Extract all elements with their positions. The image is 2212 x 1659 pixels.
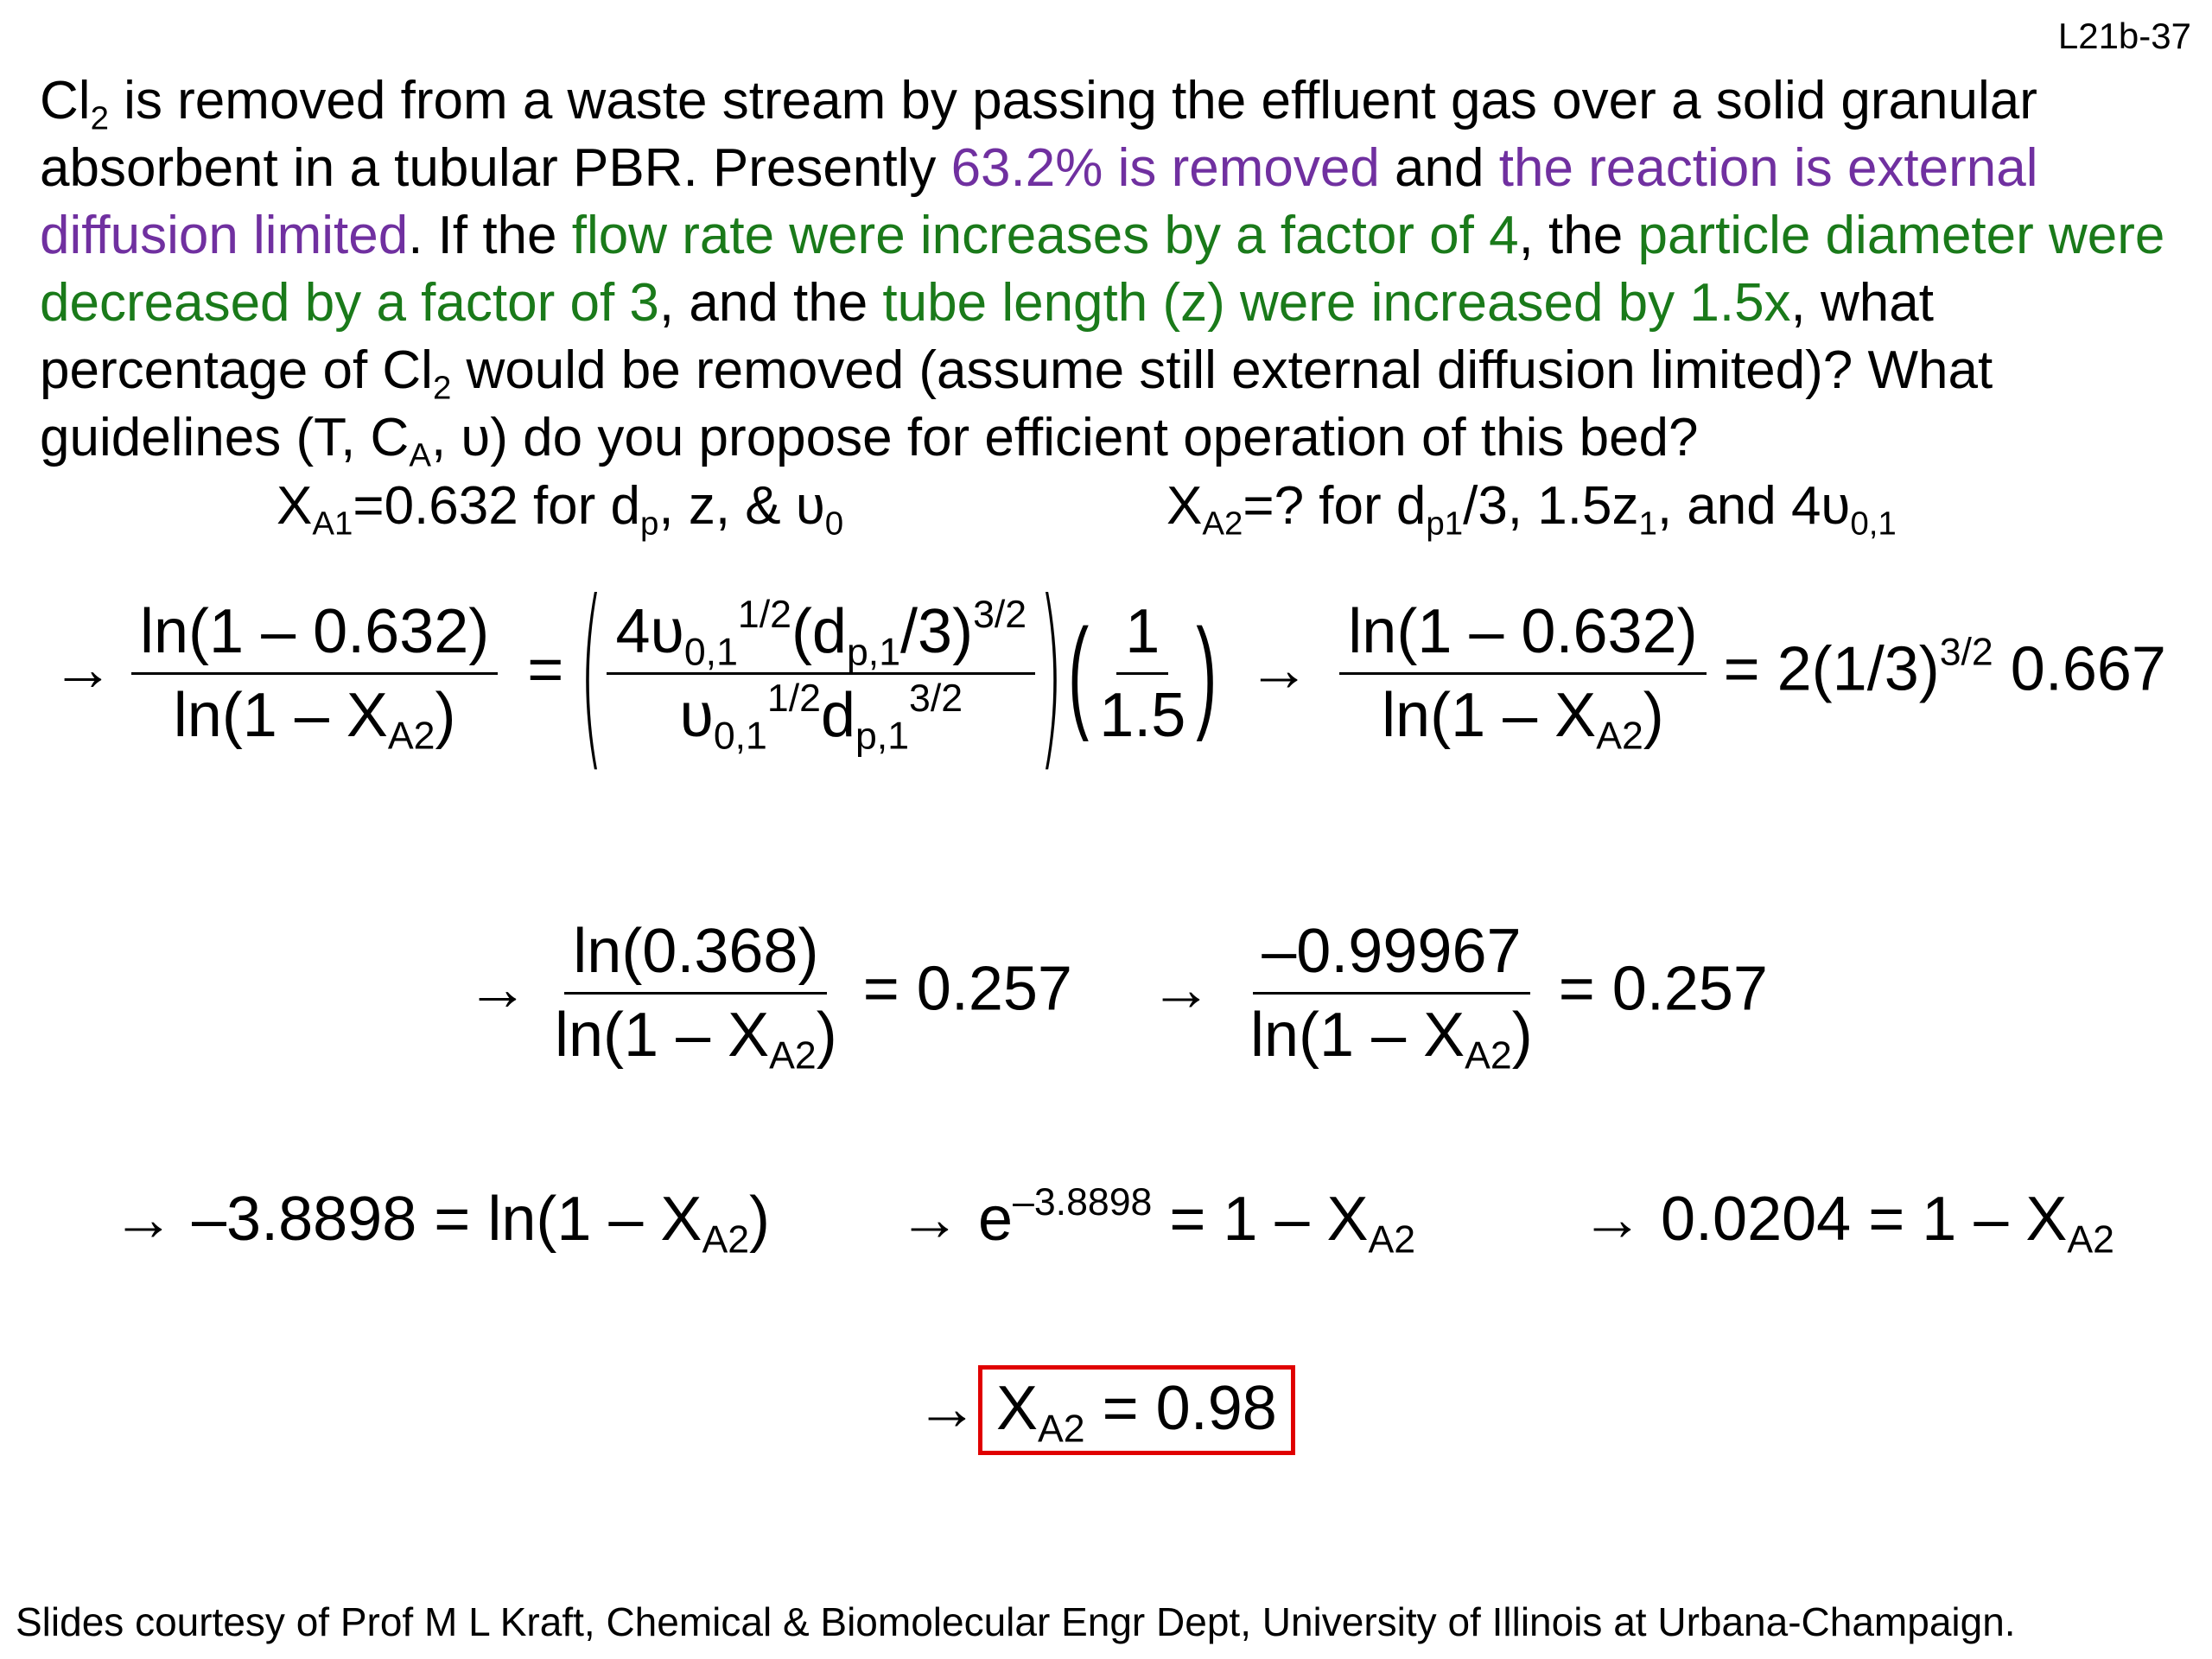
final-answer: → $X_{A2} = 0.98$ (916, 1365, 1295, 1455)
given-condition-1: $X_{A1}=0.632$ for $d_p$, z, & $\upsilon_0$ (276, 476, 844, 543)
equation-2: → $\frac{\ln(0.368)}{\ln(1 - X_{A2})}$ = 0.257 → $\frac{-0.99967}{\ln(1 - X_{A2})}$ = 0.257 (467, 917, 1768, 1077)
eq1-ratio-fraction: $\frac{4\upsilon_{0,1}^{1/2}(d_{p,1}/3)^{3/2}}{\upsilon_{0,1}^{1/2}d_{p,1}^{3/2}}$ (607, 596, 1035, 751)
answer-box: $X_{A2} = 0.98$ (978, 1365, 1295, 1455)
eq1-rhs-fraction: $\frac{\ln(1 - 0.632)}{\ln(1 - X_{A2})}$ (1339, 596, 1706, 751)
equation-3b: → $e^{-3.8898} = 1 - X_{A2}$ (899, 1180, 1416, 1262)
highlight-tube: tube length (z) were increased by 1.5x (882, 273, 1791, 333)
slide-number: L21b-37 (2057, 16, 2191, 56)
highlight-removed: 63.2% is removed (950, 138, 1380, 198)
equation-1: → $\frac{\ln(1 - 0.632)}{\ln(1 - X_{A2})}$ = ( $\frac{4\upsilon_{0,1}^{1/2}(d_{p,1}/3)^{3/2}}{\upsilon_{0,1}^{1/2}d_{p,1}^{3/2}}$ )( $\frac{1}{1.5}$ ) → $\frac{\ln(1 - 0.632)}{\ln(1 - X_{A2})}$ = $2(1/3)^{3/2}$ 0.667 (52, 557, 2166, 790)
eq1-lhs-fraction: $\frac{\ln(1 - 0.632)}{\ln(1 - X_{A2})}$ (131, 596, 498, 751)
problem-statement: $Cl_2$ is removed from a waste stream by passing the effluent gas over a solid granular absorbent in a tubular PBR. Presently 63.2% is removed and the reaction is external diffusion limited. If the flow rate were increases by a factor of 4, the particle diameter were decreased by a factor of 3, and the tube length (z) were increased by 1.5x, what percentage of $Cl_2$ would be removed (assume still external diffusion limited)? What guidelines (T, $C_A$, υ) do you propose for efficient operation of this bed? (40, 71, 2165, 474)
highlight-particle: particle diameter were decreased by a factor of 3 (40, 206, 2165, 333)
eq1-length-fraction: $\frac{1}{1.5}$ (1099, 597, 1186, 750)
given-condition-2: $X_{A2}=$? for $d_{p1}/3$, $1.5z_1$, and $4\upsilon_{0,1}$ (1166, 476, 1897, 543)
highlight-flow: flow rate were increases by a factor of 4 (571, 206, 1519, 265)
equation-3c: → $0.0204 = 1 - X_{A2}$ (1581, 1185, 2114, 1262)
eq2-a-fraction: $\frac{\ln(0.368)}{\ln(1 - X_{A2})}$ (555, 917, 837, 1077)
highlight-reaction: the reaction is external diffusion limited (40, 138, 2038, 265)
eq2-b-fraction: $\frac{-0.99967}{\ln(1 - X_{A2})}$ (1250, 917, 1533, 1077)
equation-3a: → $-3.8898 = \ln(1 - X_{A2})$ (112, 1185, 771, 1262)
footer-credit: Slides courtesy of Prof M L Kraft, Chemical & Biomolecular Engr Dept, University of Illinois at Urbana-Champaign. (16, 1599, 2016, 1644)
